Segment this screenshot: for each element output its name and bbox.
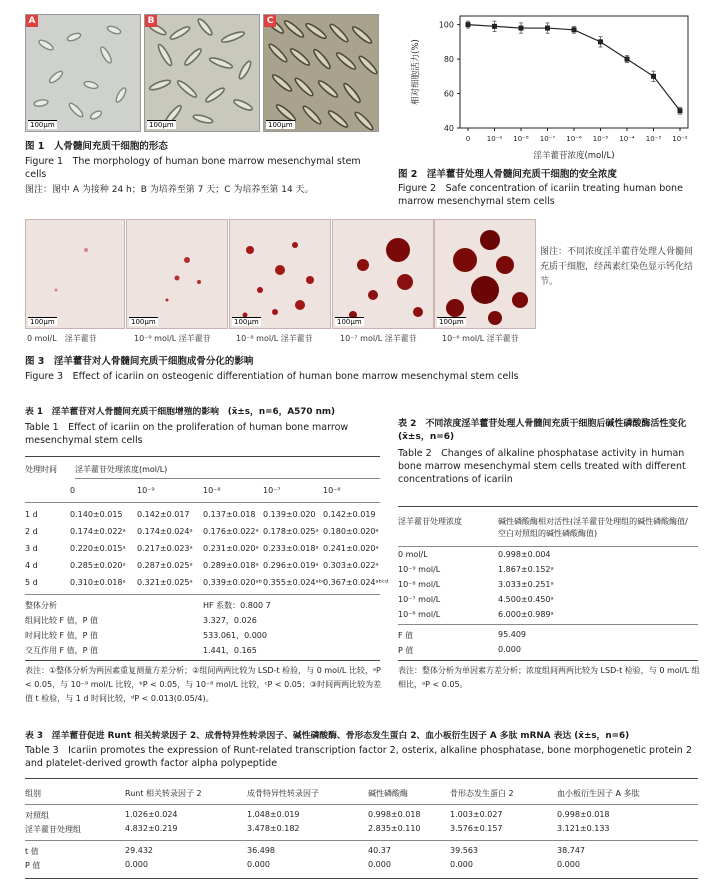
table3-stat: 0.000 bbox=[125, 860, 148, 869]
series-line bbox=[468, 25, 680, 111]
table3-header: Runt 相关转录因子 2 bbox=[125, 789, 202, 798]
scale-bar: 100μm bbox=[234, 318, 259, 326]
cell-image-a bbox=[26, 15, 140, 131]
fig3-panel-0 bbox=[25, 219, 125, 329]
fig3-label-1: 10⁻⁹ mol/L 淫羊藿苷 bbox=[134, 334, 211, 343]
fig3-panel-2 bbox=[229, 219, 331, 329]
table2-row-val: 3.033±0.251ᵃ bbox=[498, 580, 554, 589]
fig3-label-3: 10⁻⁷ mol/L 淫羊藿苷 bbox=[340, 334, 417, 343]
x-tick-label: 10⁻⁷ bbox=[539, 135, 556, 143]
table1-row-time: 4 d bbox=[25, 561, 38, 570]
y-tick-label: 40 bbox=[443, 124, 454, 133]
data-point bbox=[625, 57, 630, 62]
fig3-title-en: Figure 3 Effect of icariin on osteogenic differentiation of human bone marrow mesenchymal stem cells bbox=[25, 371, 519, 382]
table1-cell: 0.289±0.018ᵃ bbox=[203, 561, 259, 570]
table1-cell: 0.303±0.022ᵃ bbox=[323, 561, 379, 570]
table1-title-en: Table 1 Effect of icariin on the proliferation of human bone marrow mesenchymal stem cells bbox=[25, 422, 349, 446]
table1-col-2: 10⁻⁸ bbox=[203, 486, 221, 495]
table3-cell: 3.478±0.182 bbox=[247, 824, 300, 833]
table1-col-4: 10⁻⁶ bbox=[323, 486, 341, 495]
scale-bar: 100μm bbox=[337, 318, 362, 326]
table1-stat-val: HF 系数：0.800 7 bbox=[203, 601, 271, 610]
cell-image-b bbox=[145, 15, 259, 131]
table3-header: 成骨特异性转录因子 bbox=[247, 789, 319, 798]
y-tick-label: 60 bbox=[443, 89, 454, 99]
table3-stat: 39.563 bbox=[450, 846, 478, 855]
table2-row-key: 10⁻⁷ mol/L bbox=[398, 595, 441, 604]
table3-cell: 0.998±0.018 bbox=[368, 810, 421, 819]
table3-title-en: Table 3 Icariin promotes the expression of Runt-related transcription factor 2, osterix, alkaline phosphatase, bone morphogenetic protein 2 and platelet-derived growth factor alpha polypeptide bbox=[25, 745, 692, 769]
table1-cell: 0.176±0.022ᵃ bbox=[203, 527, 259, 536]
table2-row-val: 4.500±0.450ᵃ bbox=[498, 595, 554, 604]
x-tick-label: 10⁻⁸ bbox=[513, 135, 529, 143]
table2-row-val: 0.998±0.004 bbox=[498, 550, 551, 559]
table3-cell: 1.003±0.027 bbox=[450, 810, 503, 819]
scale-bar: 100μm bbox=[131, 318, 156, 326]
x-tick-label: 10⁻³ bbox=[645, 135, 662, 143]
table3-stat: 29.432 bbox=[125, 846, 153, 855]
table1-stat-val: 533.061，0.000 bbox=[203, 631, 267, 640]
table2-stat-val: 0.000 bbox=[498, 645, 521, 654]
table1-group-header: 淫羊藿苷处理浓度(mol/L) bbox=[75, 465, 168, 474]
data-point bbox=[678, 108, 683, 113]
fig1-title-en: Figure 1 The morphology of human bone marrow mesenchymal stem cells bbox=[25, 156, 361, 180]
y-tick-label: 80 bbox=[443, 55, 454, 65]
cell-image-c bbox=[264, 15, 378, 131]
fig1-panel-a bbox=[25, 14, 141, 132]
x-tick-label: 10⁻⁹ bbox=[486, 135, 503, 143]
table3-header: 碱性磷酸酶 bbox=[368, 789, 408, 798]
table3-body bbox=[25, 782, 698, 882]
table3-cell: 3.576±0.157 bbox=[450, 824, 503, 833]
table1-stat-key: 组间比较 F 值，P 值 bbox=[25, 616, 99, 625]
fig1-panel-c bbox=[263, 14, 379, 132]
table1-cell: 0.287±0.025ᵃ bbox=[137, 561, 193, 570]
fig3-title-cn: 图 3 淫羊藿苷对人骨髓间充质干细胞成骨分化的影响 bbox=[25, 356, 254, 367]
table1-col-0: 0 bbox=[70, 486, 76, 495]
fig1-panel-b bbox=[144, 14, 260, 132]
table1-cell: 0.174±0.024ᵃ bbox=[137, 527, 193, 536]
table3-title-cn: 表 3 淫羊藿苷促进 Runt 相关转录因子 2、成骨特异性转录因子、碱性磷酸酶、骨形态发生蛋白 2、血小板衍生因子 A 多肽 mRNA 表达 (x̄±s，n=6) bbox=[25, 731, 630, 741]
table3-cell: 3.121±0.133 bbox=[557, 824, 610, 833]
scale-bar: 100μm bbox=[30, 121, 55, 129]
table3-cell: 1.048±0.019 bbox=[247, 810, 300, 819]
table1-cell: 0.310±0.018ᵃ bbox=[70, 578, 126, 587]
stain-image-3 bbox=[333, 220, 433, 328]
table3-stat: 40.37 bbox=[368, 846, 391, 855]
table1-cell: 0.367±0.024ᵃᵇᶜᵈ bbox=[323, 578, 389, 587]
table1-cell: 0.139±0.020 bbox=[263, 510, 316, 519]
table1-stat-val: 3.327，0.026 bbox=[203, 616, 257, 625]
table3-stat: P 值 bbox=[25, 861, 41, 870]
table3-stat: 0.000 bbox=[247, 860, 270, 869]
table2-stat-val: 95.409 bbox=[498, 630, 526, 639]
table3-cell: 1.026±0.024 bbox=[125, 810, 178, 819]
table1-cell: 0.178±0.025ᵃ bbox=[263, 527, 319, 536]
table3-cell: 2.835±0.110 bbox=[368, 824, 421, 833]
table1-cell: 0.296±0.019ᵃ bbox=[263, 561, 319, 570]
table1-cell: 0.142±0.017 bbox=[137, 510, 190, 519]
data-point bbox=[492, 24, 497, 29]
table1-stat-key: 交互作用 F 值，P 值 bbox=[25, 646, 99, 655]
x-tick-label: 10⁻⁵ bbox=[592, 135, 609, 143]
table2-row-val: 6.000±0.989ᵃ bbox=[498, 610, 554, 619]
table2-row-key: 10⁻⁹ mol/L bbox=[398, 565, 441, 574]
panel-letter: B bbox=[145, 15, 157, 27]
fig2-chart bbox=[398, 6, 698, 166]
table1-col-1: 10⁻⁹ bbox=[137, 486, 155, 495]
y-axis-label: 相对细胞活力(%) bbox=[411, 39, 421, 105]
fig2-title-cn: 图 2 淫羊藿苷处理人骨髓间充质干细胞的安全浓度 bbox=[398, 169, 617, 180]
y-tick-label: 100 bbox=[438, 20, 454, 30]
fig1-note: 图注：图中 A 为接种 24 h；B 为培养至第 7 天；C 为培养至第 14 天。 bbox=[25, 185, 314, 195]
data-point bbox=[545, 26, 550, 31]
table1-stat-val: 1.441，0.165 bbox=[203, 646, 257, 655]
table2-row-key: 10⁻⁸ mol/L bbox=[398, 580, 441, 589]
table1-col-3: 10⁻⁷ bbox=[263, 486, 281, 495]
stain-image-2 bbox=[230, 220, 330, 328]
fig3-panel-4 bbox=[434, 219, 536, 329]
table2-row-val: 1.867±0.152ᵃ bbox=[498, 565, 554, 574]
table2-row-key: 0 mol/L bbox=[398, 550, 428, 559]
table1-cell: 0.233±0.018ᵃ bbox=[263, 544, 319, 553]
scale-bar: 100μm bbox=[268, 121, 293, 129]
fig2-title-en: Figure 2 Safe concentration of icariin treating human bone marrow mesenchymal stem cells bbox=[398, 183, 683, 207]
fig1-title-cn: 图 1 人骨髓间充质干细胞的形态 bbox=[25, 141, 168, 152]
table3-cell: 对照组 bbox=[25, 811, 49, 820]
table2-title-en: Table 2 Changes of alkaline phosphatase activity in human bone marrow mesenchymal stem cells treated with different concentrations of icariin bbox=[398, 448, 686, 485]
data-point bbox=[598, 39, 603, 44]
data-point bbox=[572, 27, 577, 32]
data-point bbox=[651, 74, 656, 79]
table2-col1-header: 碱性磷酸酶相对活性(淫羊藿苷处理组的碱性磷酸酶值/空白对照组的碱性磷酸酶值) bbox=[498, 517, 688, 538]
table3-stat: 0.000 bbox=[557, 860, 580, 869]
table2-col0-header: 淫羊藿苷处理浓度 bbox=[398, 517, 462, 526]
panel-letter: A bbox=[26, 15, 38, 27]
table3-header: 骨形态发生蛋白 2 bbox=[450, 789, 514, 798]
table3-stat: 0.000 bbox=[450, 860, 473, 869]
table2-note: 表注：整体分析为单因素方差分析；浓度组间两两比较为 LSD-t 检验，与 0 mol/L 组相比，ᵃP < 0.05。 bbox=[398, 666, 700, 689]
table3-cell: 淫羊藿苷处理组 bbox=[25, 825, 81, 834]
table1-body bbox=[25, 460, 389, 660]
table1-cell: 0.231±0.020ᵃ bbox=[203, 544, 259, 553]
table1-cell: 0.140±0.015 bbox=[70, 510, 123, 519]
table1-cell: 0.321±0.025ᵃ bbox=[137, 578, 193, 587]
table3-stat: 36.498 bbox=[247, 846, 275, 855]
table1-cell: 0.355±0.024ᵃᵇᶜ bbox=[263, 578, 326, 587]
table1-col0-header: 处理时间 bbox=[25, 465, 57, 474]
table1-row-time: 2 d bbox=[25, 527, 38, 536]
table1-row-time: 5 d bbox=[25, 578, 38, 587]
scale-bar: 100μm bbox=[149, 121, 174, 129]
table2-title-cn: 表 2 不同浓度淫羊藿苷处理人骨髓间充质干细胞后碱性磷酸酶活性变化 (x̄±s，n=6) bbox=[398, 419, 696, 442]
table1-cell: 0.174±0.022ᵃ bbox=[70, 527, 126, 536]
table1-cell: 0.180±0.020ᵃ bbox=[323, 527, 379, 536]
x-tick-label: 10⁻⁴ bbox=[619, 135, 635, 143]
table1-cell: 0.339±0.020ᵃᵇ bbox=[203, 578, 263, 587]
fig3-panel-3 bbox=[332, 219, 434, 329]
table1-row-time: 3 d bbox=[25, 544, 38, 553]
table1-cell: 0.285±0.020ᵃ bbox=[70, 561, 126, 570]
table1-stat-key: 时间比较 F 值，P 值 bbox=[25, 631, 99, 640]
table3-cell: 4.832±0.219 bbox=[125, 824, 178, 833]
table1-cell: 0.217±0.023ᵃ bbox=[137, 544, 193, 553]
table1-cell: 0.241±0.020ᵃ bbox=[323, 544, 379, 553]
x-tick-label: 10⁻⁶ bbox=[566, 135, 582, 143]
table3-header: 血小板衍生因子 A 多肽 bbox=[557, 789, 640, 798]
x-tick-label: 10⁻² bbox=[672, 135, 688, 143]
fig3-note: 图注：不同浓度淫羊藿苷处理人骨髓间充质干细胞，经茜素红染色显示钙化结节。 bbox=[540, 247, 694, 287]
scale-bar: 100μm bbox=[439, 318, 464, 326]
table1-cell: 0.137±0.018 bbox=[203, 510, 256, 519]
stain-image-4 bbox=[435, 220, 535, 328]
table1-row-time: 1 d bbox=[25, 510, 38, 519]
data-point bbox=[519, 26, 524, 31]
table3-stat: 38.747 bbox=[557, 846, 585, 855]
table1-note: 表注：①整体分析为两因素重复测量方差分析；②组间两两比较为 LSD-t 检验，与 0 mol/L 比较，ᵃP < 0.05，与 10⁻⁹ mol/L 比较，ᵇP < 0.05，与 10⁻⁸ mol/L 比较，ᶜP < 0.05；③时间两两比较为差值 t 检验，与 1 d 时间比较，ᵈP < 0.013(0.05/4)。 bbox=[25, 666, 382, 703]
table1-title-cn: 表 1 淫羊藿苷对人骨髓间充质干细胞增殖的影响 (x̄±s，n=6，A570 nm) bbox=[25, 407, 336, 417]
fig3-label-0: 0 mol/L 淫羊藿苷 bbox=[27, 334, 97, 343]
data-point bbox=[466, 22, 471, 27]
stain-image-0 bbox=[26, 220, 124, 328]
table2-stat-key: F 值 bbox=[398, 631, 414, 640]
table2-stat-key: P 值 bbox=[398, 646, 414, 655]
x-tick-label: 0 bbox=[465, 135, 471, 143]
stain-image-1 bbox=[127, 220, 227, 328]
x-axis-label: 淫羊藿苷浓度(mol/L) bbox=[533, 151, 615, 161]
table3-header: 组别 bbox=[25, 789, 41, 798]
fig3-panel-1 bbox=[126, 219, 228, 329]
table2-row-key: 10⁻⁶ mol/L bbox=[398, 610, 441, 619]
fig3-label-2: 10⁻⁸ mol/L 淫羊藿苷 bbox=[236, 334, 313, 343]
table1-cell: 0.142±0.019 bbox=[323, 510, 376, 519]
table3-stat: t 值 bbox=[25, 847, 39, 856]
panel-letter: C bbox=[264, 15, 276, 27]
table1-stat-key: 整体分析 bbox=[25, 601, 57, 610]
fig3-label-4: 10⁻⁶ mol/L 淫羊藿苷 bbox=[442, 334, 519, 343]
scale-bar: 100μm bbox=[30, 318, 55, 326]
table1-cell: 0.220±0.015ᵃ bbox=[70, 544, 126, 553]
table3-cell: 0.998±0.018 bbox=[557, 810, 610, 819]
table3-stat: 0.000 bbox=[368, 860, 391, 869]
table2-body bbox=[398, 510, 698, 660]
